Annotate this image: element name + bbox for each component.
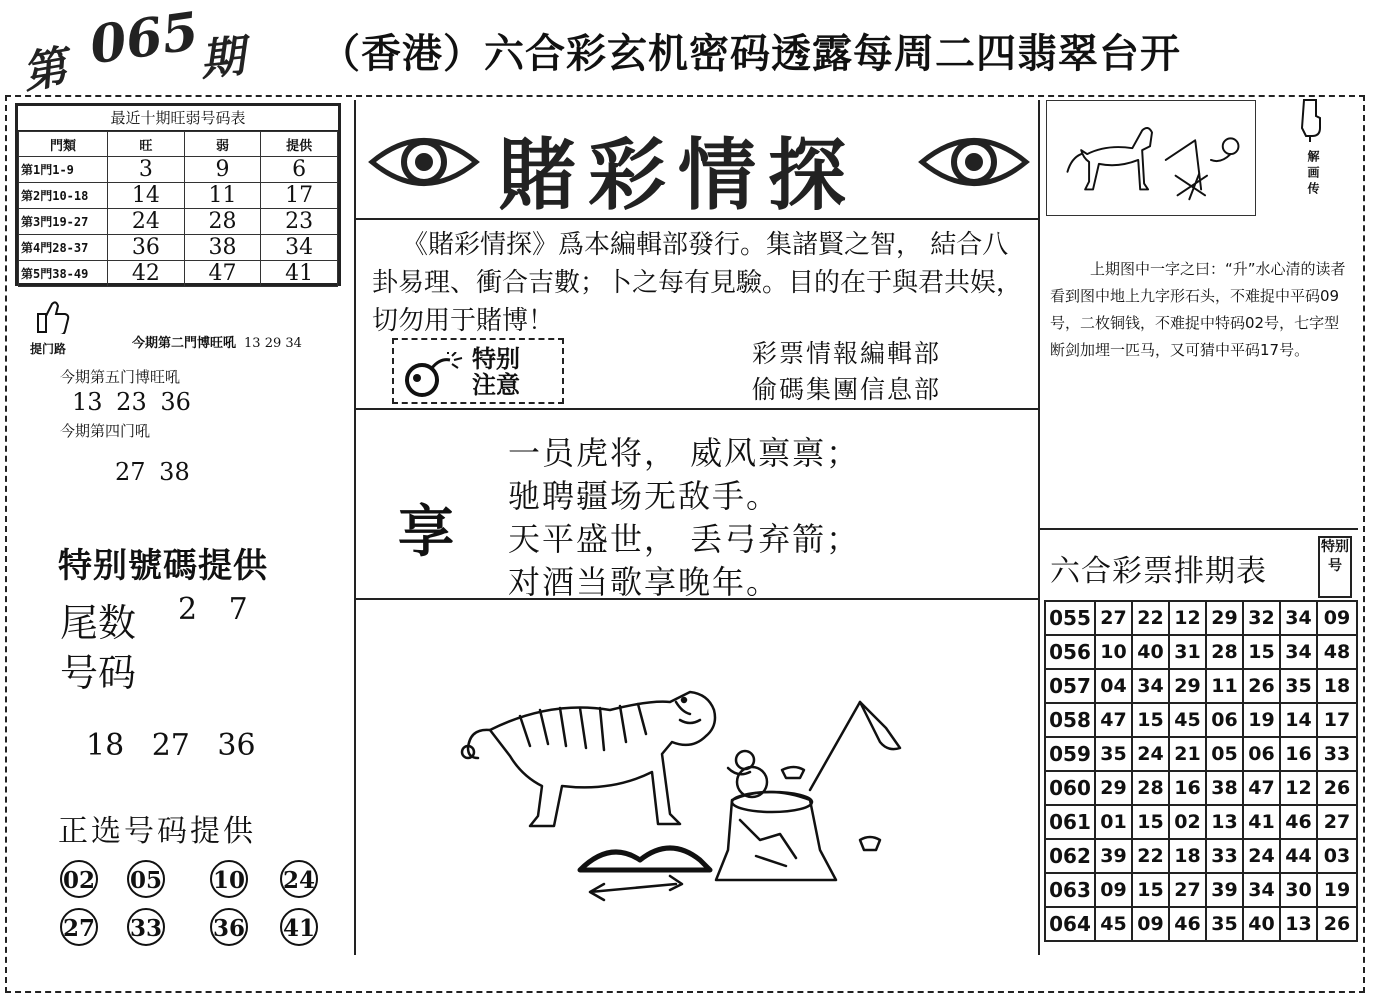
schedule-period: 064 <box>1045 907 1095 941</box>
pick-number: 41 <box>280 908 318 946</box>
schedule-period: 058 <box>1045 703 1095 737</box>
tiger-illustration <box>440 660 920 920</box>
schedule-period: 057 <box>1045 669 1095 703</box>
schedule-number: 35 <box>1095 737 1132 771</box>
notice-line: 特别 <box>472 345 520 373</box>
schedule-period: 063 <box>1045 873 1095 907</box>
table-row <box>1045 839 1357 873</box>
divider-center-2 <box>354 408 1038 410</box>
row-label: 第1門1-9 <box>19 157 108 183</box>
eye-icon <box>368 127 480 197</box>
tail-nums: 2 7 <box>178 592 248 627</box>
schedule-number: 38 <box>1206 771 1243 805</box>
schedule-number: 32 <box>1243 601 1280 635</box>
divider-left <box>354 100 356 955</box>
jie-hua-label: 解画传 <box>1306 150 1320 198</box>
schedule-period: 056 <box>1045 635 1095 669</box>
col-header-cold: 弱 <box>184 132 261 157</box>
pick-number: 02 <box>60 860 98 898</box>
schedule-number: 04 <box>1095 669 1132 703</box>
intro-text: 《賭彩情探》爲本編輯部發行。集諸賢之智， 結合八卦易理、衝合吉數；卜之每有見驗。目的在于與君共娱，切勿用于賭博！ <box>372 230 1023 336</box>
issue-suffix: 期 <box>197 30 248 87</box>
schedule-special-label: 特别号 <box>1318 536 1352 598</box>
schedule-number: 05 <box>1206 737 1243 771</box>
schedule-number: 46 <box>1169 907 1206 941</box>
recent-hot-cold-table <box>15 103 341 286</box>
pointing-hand-icon <box>1296 98 1324 142</box>
schedule-number: 34 <box>1132 669 1169 703</box>
divider-right-1 <box>1040 528 1358 530</box>
schedule-number: 24 <box>1132 737 1169 771</box>
table-row <box>1045 601 1357 635</box>
col-header-hot: 旺 <box>108 132 185 157</box>
schedule-number: 46 <box>1280 805 1317 839</box>
header <box>0 0 1388 100</box>
schedule-number: 28 <box>1206 635 1243 669</box>
col-header-category: 門類 <box>19 132 108 157</box>
tail-label: 尾数 <box>60 601 137 645</box>
schedule-number: 13 <box>1206 805 1243 839</box>
table-row <box>1045 907 1357 941</box>
cell-hot: 14 <box>108 183 185 209</box>
schedule-number: 35 <box>1206 907 1243 941</box>
schedule-number: 22 <box>1132 839 1169 873</box>
poem <box>508 432 860 604</box>
recent-table-title: 最近十期旺弱号码表 <box>18 106 338 131</box>
table-row <box>1045 873 1357 907</box>
issue-prefix: 第 <box>18 41 71 100</box>
col-header-provide: 提供 <box>261 132 338 157</box>
zhengxuan-title: 正选号码提供 <box>58 814 256 849</box>
special-title: 特别號碼提供 <box>58 546 268 586</box>
table-row <box>1045 703 1357 737</box>
schedule-number: 29 <box>1206 601 1243 635</box>
schedule-number: 29 <box>1169 669 1206 703</box>
schedule-header <box>1044 534 1356 600</box>
schedule-number: 09 <box>1132 907 1169 941</box>
schedule-special-number: 27 <box>1317 805 1357 839</box>
schedule-number: 34 <box>1280 635 1317 669</box>
pick-number: 27 <box>60 908 98 946</box>
schedule-number: 39 <box>1095 839 1132 873</box>
schedule-period: 060 <box>1045 771 1095 805</box>
notice-box <box>392 338 564 404</box>
table-row <box>1045 771 1357 805</box>
schedule-number: 34 <box>1243 873 1280 907</box>
cell-cold: 9 <box>184 157 261 183</box>
tilu-label: 提门路 <box>30 342 67 356</box>
logo-title: 賭彩情探 <box>498 130 859 221</box>
schedule-number: 11 <box>1206 669 1243 703</box>
thumbs-up-icon <box>32 298 70 334</box>
dept-2: 偷碼集團信息部 <box>752 375 942 404</box>
haoma-label: 号码 <box>60 651 137 695</box>
eye-icon <box>918 127 1030 197</box>
schedule-number: 31 <box>1169 635 1206 669</box>
pick-number: 10 <box>210 860 248 898</box>
bomb-icon <box>400 352 464 398</box>
door5-nums: 13 23 36 <box>72 388 191 416</box>
schedule-title: 六合彩票排期表 <box>1050 554 1267 589</box>
schedule-period: 061 <box>1045 805 1095 839</box>
schedule-number: 45 <box>1169 703 1206 737</box>
table-row <box>19 157 338 183</box>
cell-provide: 23 <box>261 209 338 235</box>
cell-provide: 41 <box>261 261 338 287</box>
cell-hot: 24 <box>108 209 185 235</box>
schedule-number: 27 <box>1169 873 1206 907</box>
special-nums: 18 27 36 <box>86 728 256 763</box>
schedule-number: 06 <box>1206 703 1243 737</box>
schedule-number: 27 <box>1095 601 1132 635</box>
cell-cold: 38 <box>184 235 261 261</box>
pick-number: 05 <box>127 860 165 898</box>
poem-line: 驰聘疆场无敌手。 <box>508 477 781 515</box>
schedule-number: 30 <box>1280 873 1317 907</box>
schedule-period: 059 <box>1045 737 1095 771</box>
cell-provide: 34 <box>261 235 338 261</box>
schedule-number: 16 <box>1280 737 1317 771</box>
schedule-number: 02 <box>1169 805 1206 839</box>
schedule-special-number: 33 <box>1317 737 1357 771</box>
row-label: 第3門19-27 <box>19 209 108 235</box>
schedule-number: 15 <box>1243 635 1280 669</box>
schedule-number: 45 <box>1095 907 1132 941</box>
row-label: 第4門28-37 <box>19 235 108 261</box>
poem-line: 天平盛世， 丢弓弃箭； <box>508 520 861 558</box>
schedule-number: 24 <box>1243 839 1280 873</box>
door5-label: 今期第五门博旺吼 <box>60 368 181 386</box>
schedule-number: 15 <box>1132 703 1169 737</box>
schedule-number: 47 <box>1243 771 1280 805</box>
schedule-number: 12 <box>1280 771 1317 805</box>
schedule-number: 41 <box>1243 805 1280 839</box>
schedule-number: 34 <box>1280 601 1317 635</box>
schedule-special-number: 26 <box>1317 907 1357 941</box>
schedule-number: 40 <box>1243 907 1280 941</box>
table-row <box>19 183 338 209</box>
schedule-number: 19 <box>1243 703 1280 737</box>
schedule-number: 21 <box>1169 737 1206 771</box>
table-row <box>1045 635 1357 669</box>
cell-hot: 36 <box>108 235 185 261</box>
schedule-table <box>1044 600 1358 942</box>
schedule-special-number: 17 <box>1317 703 1357 737</box>
row-label: 第2門10-18 <box>19 183 108 209</box>
schedule-special-number: 03 <box>1317 839 1357 873</box>
issue-number: 065 <box>86 0 203 77</box>
schedule-number: 47 <box>1095 703 1132 737</box>
door4-nums: 27 38 <box>115 458 190 486</box>
dept-1: 彩票情報編輯部 <box>752 339 942 368</box>
table-row <box>1045 669 1357 703</box>
schedule-number: 44 <box>1280 839 1317 873</box>
schedule-number: 16 <box>1169 771 1206 805</box>
schedule-number: 15 <box>1132 873 1169 907</box>
poem-line: 对酒当歌享晚年。 <box>508 563 781 601</box>
door2-nums: 13 29 34 <box>244 336 302 351</box>
schedule-number: 13 <box>1280 907 1317 941</box>
schedule-period: 062 <box>1045 839 1095 873</box>
schedule-number: 22 <box>1132 601 1169 635</box>
schedule-special-number: 26 <box>1317 771 1357 805</box>
schedule-number: 09 <box>1095 873 1132 907</box>
schedule-number: 01 <box>1095 805 1132 839</box>
schedule-special-number: 19 <box>1317 873 1357 907</box>
notice-text <box>472 346 520 398</box>
schedule-special-number: 18 <box>1317 669 1357 703</box>
schedule-special-number: 09 <box>1317 601 1357 635</box>
cell-hot: 3 <box>108 157 185 183</box>
schedule-number: 26 <box>1243 669 1280 703</box>
poem-line: 一员虎将， 威风禀禀； <box>508 434 861 472</box>
row-label: 第5門38-49 <box>19 261 108 287</box>
pick-number: 33 <box>127 908 165 946</box>
schedule-number: 15 <box>1132 805 1169 839</box>
table-row <box>19 235 338 261</box>
table-row <box>1045 805 1357 839</box>
cell-provide: 6 <box>261 157 338 183</box>
schedule-number: 39 <box>1206 873 1243 907</box>
puzzle-hint: 上期图中一字之曰：“升”水心清的读者看到图中地上九字形石头，不难捉中平码09号，二枚铜钱，不难捉中特码02号，七字型断剑加埋一匹马，又可猜中平码17号。 <box>1050 260 1346 359</box>
horse-puzzle-illustration <box>1046 100 1256 216</box>
schedule-period: 055 <box>1045 601 1095 635</box>
schedule-number: 12 <box>1169 601 1206 635</box>
schedule-number: 33 <box>1206 839 1243 873</box>
schedule-special-number: 48 <box>1317 635 1357 669</box>
table-row <box>1045 737 1357 771</box>
page-title: （香港）六合彩玄机密码透露每周二四翡翠台开 <box>320 30 1181 77</box>
cell-cold: 47 <box>184 261 261 287</box>
door4-label: 今期第四门吼 <box>60 422 151 440</box>
door2-label: 今期第二門博旺吼 <box>132 336 237 351</box>
pick-number: 36 <box>210 908 248 946</box>
cell-hot: 42 <box>108 261 185 287</box>
cell-cold: 28 <box>184 209 261 235</box>
door2-tip <box>132 332 302 351</box>
poem-character: 享 <box>398 500 454 565</box>
table-row <box>19 261 338 287</box>
table-row <box>19 209 338 235</box>
cell-cold: 11 <box>184 183 261 209</box>
schedule-number: 18 <box>1169 839 1206 873</box>
cell-provide: 17 <box>261 183 338 209</box>
pick-number: 24 <box>280 860 318 898</box>
schedule-number: 40 <box>1132 635 1169 669</box>
schedule-number: 35 <box>1280 669 1317 703</box>
schedule-number: 06 <box>1243 737 1280 771</box>
notice-line: 注意 <box>472 371 520 399</box>
schedule-number: 29 <box>1095 771 1132 805</box>
schedule-number: 10 <box>1095 635 1132 669</box>
schedule-number: 28 <box>1132 771 1169 805</box>
logo-area <box>358 105 1036 221</box>
schedule-number: 14 <box>1280 703 1317 737</box>
